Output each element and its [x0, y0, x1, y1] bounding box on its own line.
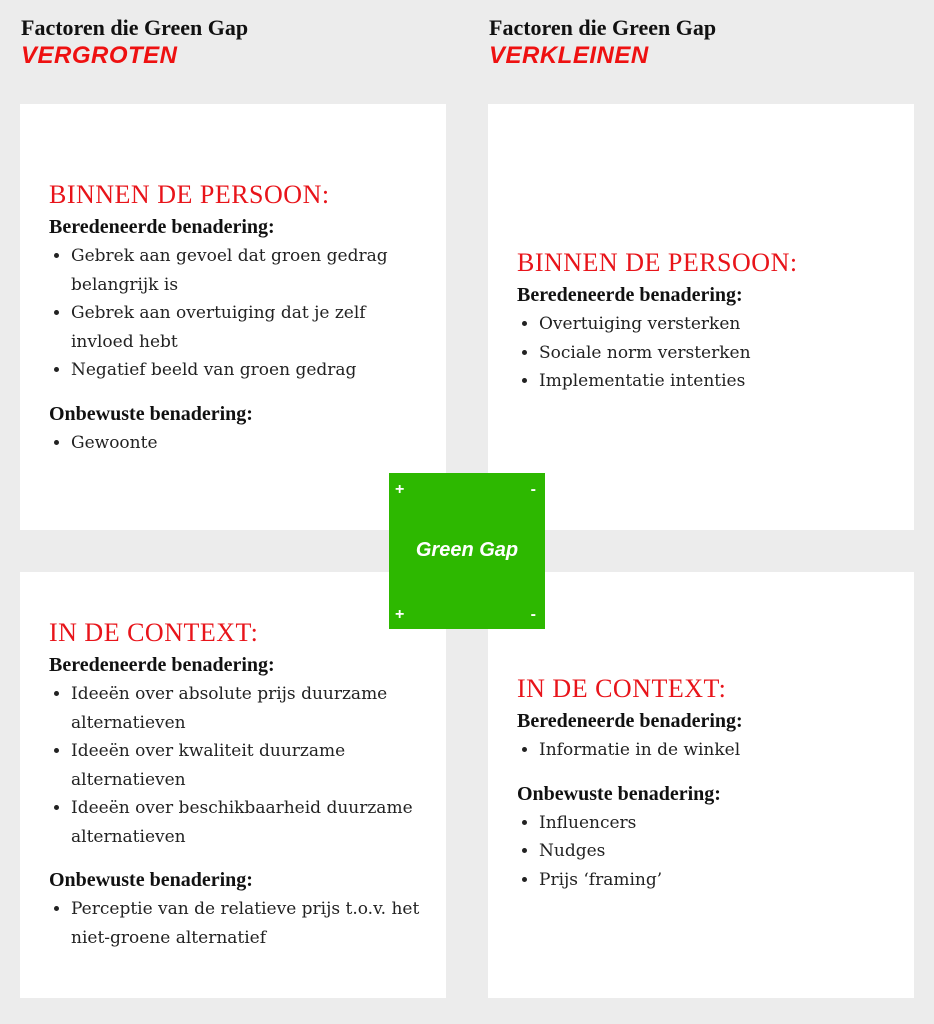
section-title: IN DE CONTEXT:: [49, 618, 259, 647]
unconscious-list: [517, 809, 897, 895]
reasoned-list: [517, 310, 897, 396]
list-item: • Overtuiging versterken: [539, 310, 897, 339]
panel-bottom-left: [20, 572, 446, 998]
reasoned-heading: Beredeneerde benadering:: [49, 654, 275, 676]
header-decrease-line2: VERKLEINEN: [489, 42, 649, 69]
reasoned-heading: Beredeneerde benadering:: [517, 284, 743, 306]
list-item: • Gebrek aan gevoel dat groen gedrag belangrijk is: [71, 242, 429, 299]
minus-sign: -: [530, 481, 536, 498]
reasoned-heading: Beredeneerde benadering:: [517, 710, 743, 732]
section-title: IN DE CONTEXT:: [517, 674, 727, 703]
list-item: • Prijs ‘framing’: [539, 866, 897, 895]
header-increase-line1: Factoren die Green Gap: [21, 15, 249, 40]
unconscious-list: [49, 429, 429, 458]
unconscious-list: [49, 895, 429, 952]
unconscious-heading: Onbewuste benadering:: [517, 782, 721, 805]
unconscious-heading: Onbewuste benadering:: [49, 402, 253, 425]
plus-sign: +: [395, 606, 405, 623]
list-item: • Implementatie intenties: [539, 367, 897, 396]
green-gap-box: [389, 473, 545, 629]
green-gap-label: Green Gap: [415, 539, 519, 561]
unconscious-heading: Onbewuste benadering:: [49, 869, 253, 891]
panel-top-right: [488, 104, 914, 530]
section-title: BINNEN DE PERSOON:: [49, 180, 330, 209]
panel-bottom-right: [488, 572, 914, 998]
header-decrease: [489, 14, 716, 70]
list-item: • Sociale norm versterken: [539, 339, 897, 368]
list-item: • Ideeën over beschikbaarheid duurzame alternatieven: [71, 794, 429, 851]
minus-sign: -: [530, 606, 536, 623]
panel-top-left: [20, 104, 446, 530]
list-item: • Ideeën over absolute prijs duurzame alternatieven: [71, 680, 429, 737]
list-item: • Influencers: [539, 809, 897, 838]
header-increase: [21, 14, 248, 70]
reasoned-list: [49, 242, 429, 385]
list-item: • Gebrek aan overtuiging dat je zelf invloed hebt: [71, 299, 429, 356]
reasoned-heading: Beredeneerde benadering:: [49, 216, 275, 238]
list-item: • Informatie in de winkel: [539, 736, 897, 765]
reasoned-list: [517, 736, 897, 765]
header-decrease-line1: Factoren die Green Gap: [489, 15, 717, 40]
list-item: • Ideeën over kwaliteit duurzame alternatieven: [71, 737, 429, 794]
reasoned-list: [49, 680, 429, 851]
plus-sign: +: [395, 481, 405, 498]
section-title: BINNEN DE PERSOON:: [517, 248, 798, 277]
list-item: • Negatief beeld van groen gedrag: [71, 356, 429, 385]
list-item: • Perceptie van de relatieve prijs t.o.v. het niet-groene alternatief: [71, 895, 429, 952]
list-item: • Gewoonte: [71, 429, 429, 458]
list-item: • Nudges: [539, 837, 897, 866]
header-increase-line2: VERGROTEN: [21, 42, 178, 69]
